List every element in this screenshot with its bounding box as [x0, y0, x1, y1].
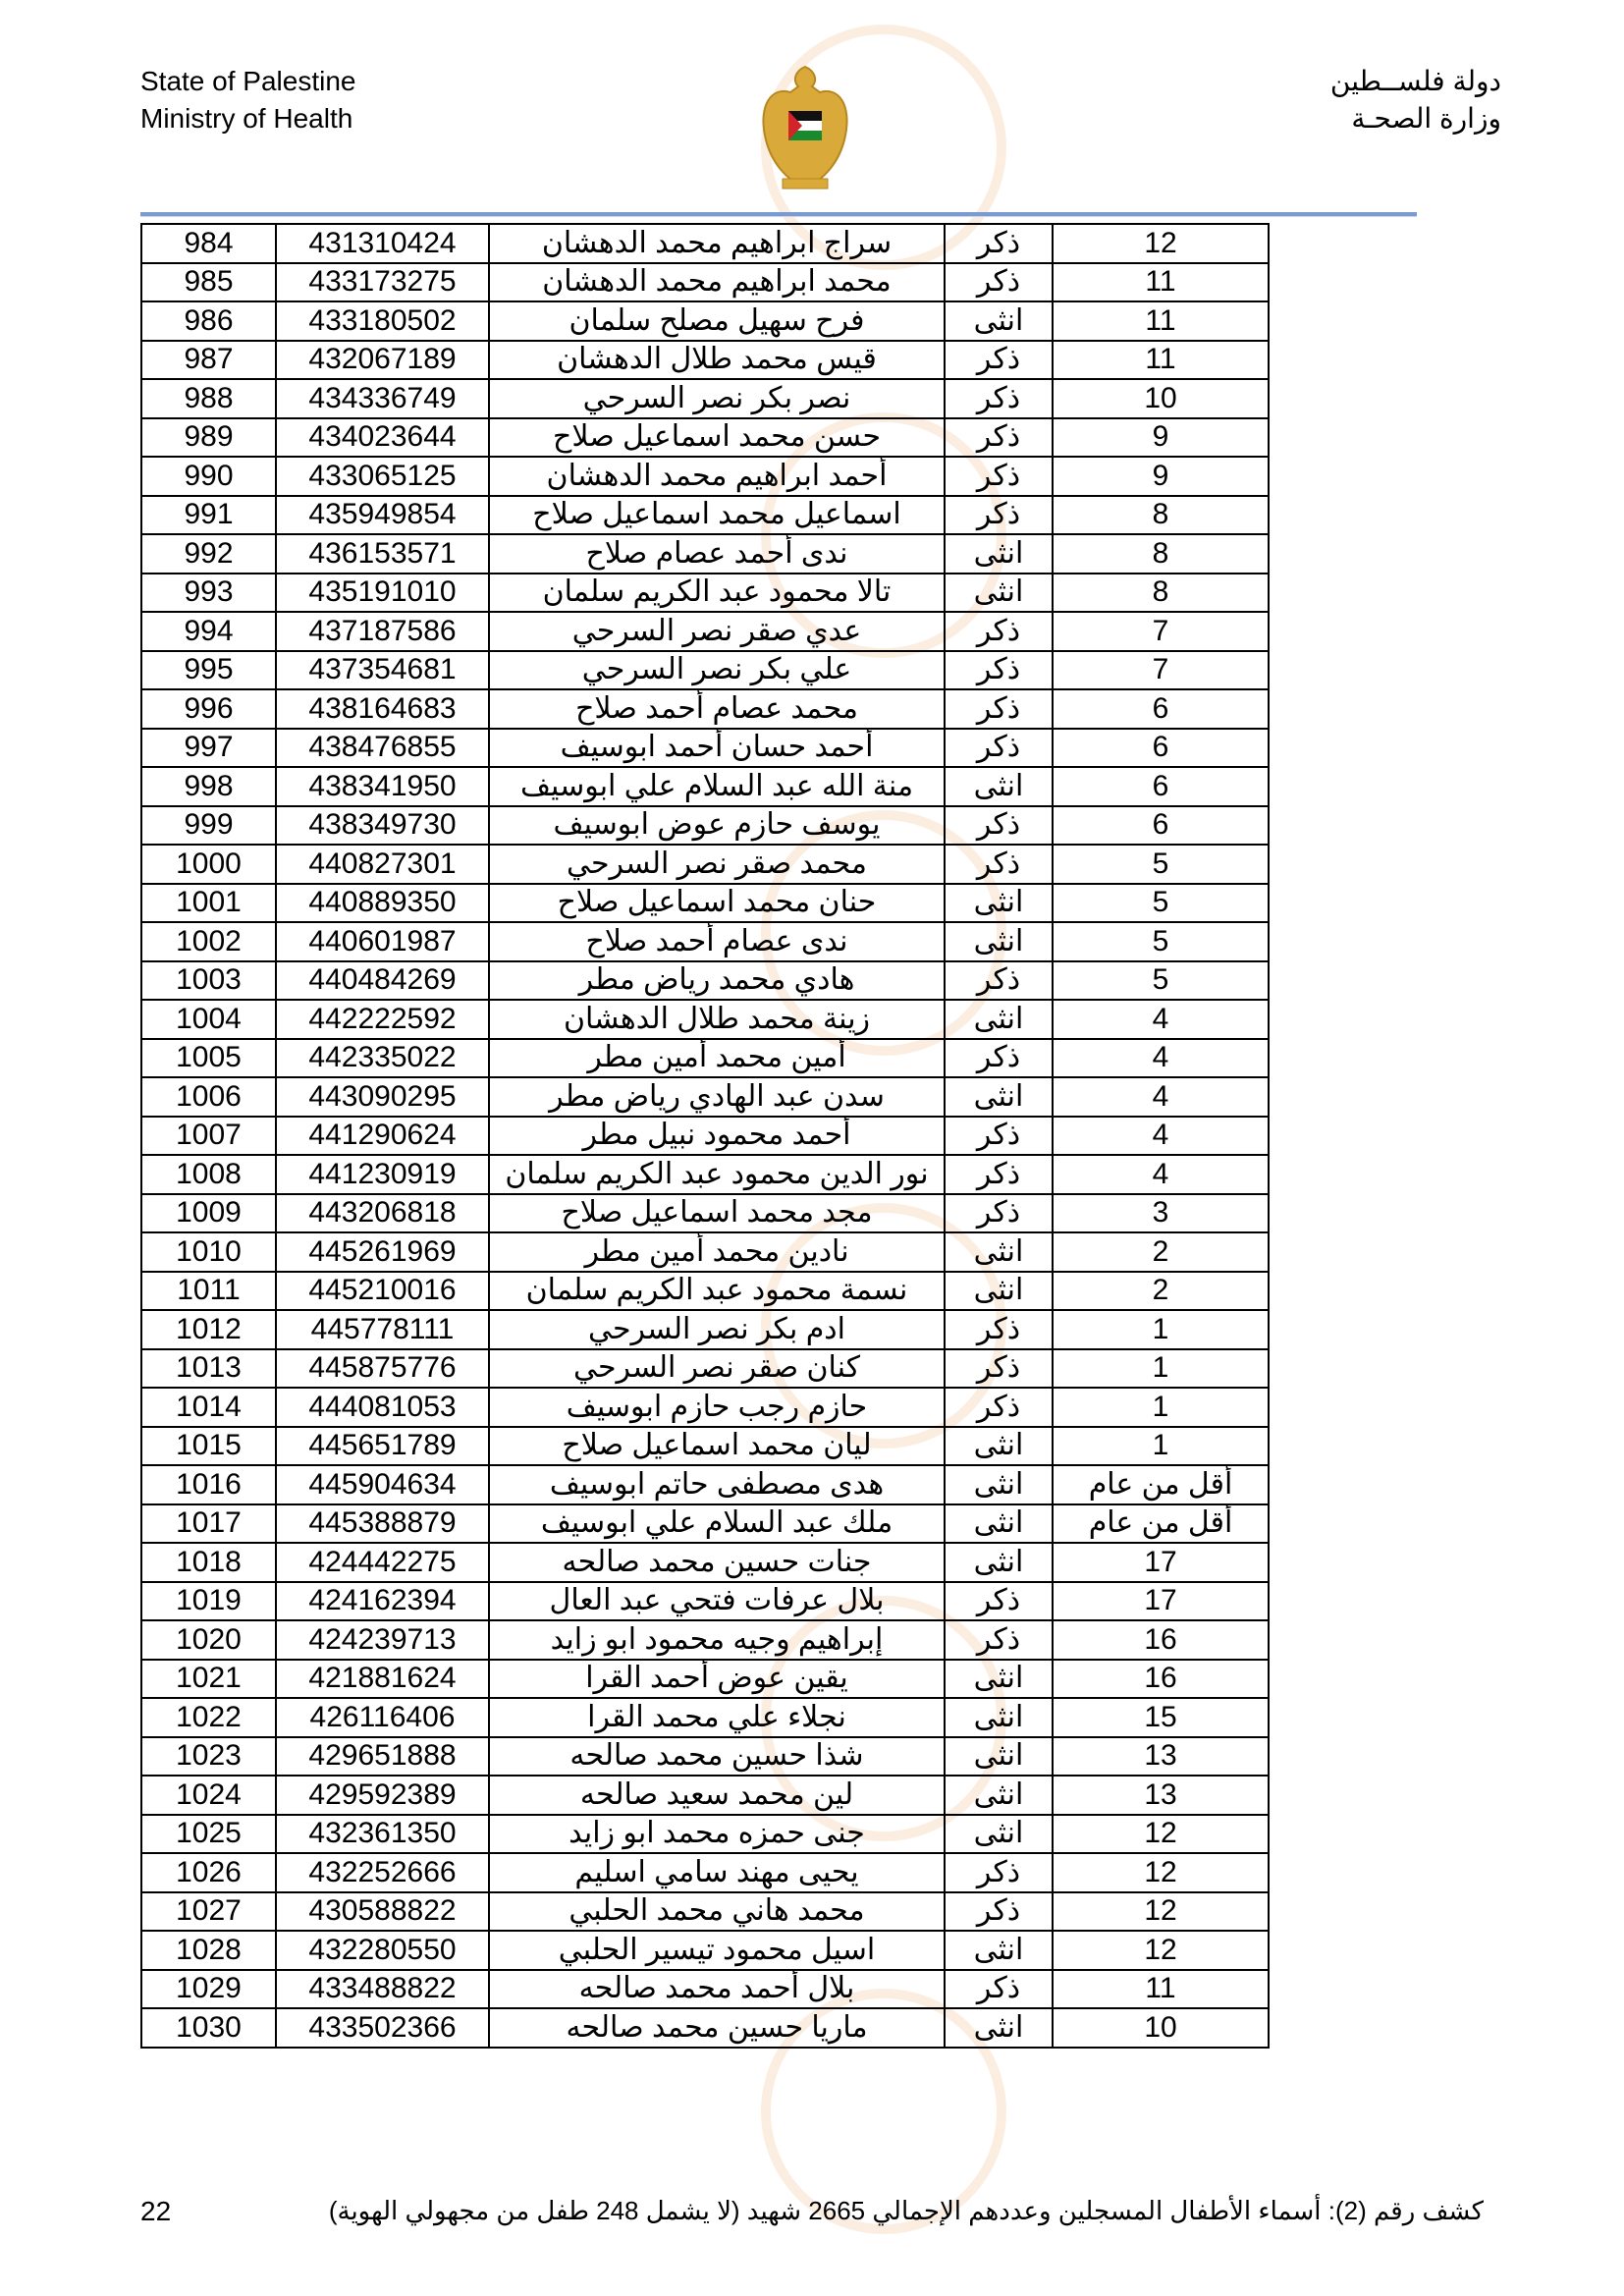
name-cell: نصر بكر نصر السرحي	[489, 379, 945, 418]
name-cell: تالا محمود عبد الكريم سلمان	[489, 574, 945, 613]
age-cell: 6	[1053, 729, 1269, 768]
id-cell: 445261969	[276, 1232, 489, 1272]
serial-cell: 1027	[141, 1892, 276, 1932]
serial-cell: 998	[141, 767, 276, 806]
table-row	[141, 1349, 1269, 1389]
serial-cell: 992	[141, 534, 276, 574]
gender-cell: ذكر	[945, 1039, 1053, 1078]
age-cell: 10	[1053, 2008, 1269, 2048]
id-cell: 438349730	[276, 806, 489, 846]
serial-cell: 984	[141, 224, 276, 263]
serial-cell: 1012	[141, 1310, 276, 1349]
age-cell: 15	[1053, 1698, 1269, 1737]
gender-cell: انثى	[945, 1776, 1053, 1815]
name-cell: محمد هاني محمد الحلبي	[489, 1892, 945, 1932]
table-row	[141, 1853, 1269, 1892]
serial-cell: 1007	[141, 1117, 276, 1156]
serial-cell: 1020	[141, 1620, 276, 1660]
table-row	[141, 1892, 1269, 1932]
name-cell: نادين محمد أمين مطر	[489, 1232, 945, 1272]
id-cell: 445651789	[276, 1427, 489, 1466]
name-cell: حازم رجب حازم ابوسيف	[489, 1388, 945, 1427]
serial-cell: 997	[141, 729, 276, 768]
id-cell: 437187586	[276, 612, 489, 651]
age-cell: 8	[1053, 496, 1269, 535]
name-cell: لين محمد سعيد صالحه	[489, 1776, 945, 1815]
gender-cell: ذكر	[945, 806, 1053, 846]
name-cell: بلال عرفات فتحي عبد العال	[489, 1582, 945, 1621]
gender-cell: انثى	[945, 1000, 1053, 1039]
id-cell: 421881624	[276, 1660, 489, 1699]
id-cell: 430588822	[276, 1892, 489, 1932]
name-cell: اسماعيل محمد اسماعيل صلاح	[489, 496, 945, 535]
age-cell: 4	[1053, 1077, 1269, 1117]
age-cell: 12	[1053, 224, 1269, 263]
serial-cell: 1022	[141, 1698, 276, 1737]
serial-cell: 993	[141, 574, 276, 613]
name-cell: نجلاء علي محمد القرا	[489, 1698, 945, 1737]
serial-cell: 990	[141, 457, 276, 496]
name-cell: سدن عبد الهادي رياض مطر	[489, 1077, 945, 1117]
id-cell: 433065125	[276, 457, 489, 496]
table-row	[141, 845, 1269, 884]
gender-cell: ذكر	[945, 418, 1053, 458]
age-cell: 12	[1053, 1853, 1269, 1892]
name-cell: ندى عصام أحمد صلاح	[489, 922, 945, 961]
name-cell: حنان محمد اسماعيل صلاح	[489, 884, 945, 923]
serial-cell: 999	[141, 806, 276, 846]
gender-cell: انثى	[945, 1815, 1053, 1854]
name-cell: مجد محمد اسماعيل صلاح	[489, 1194, 945, 1233]
table-row	[141, 884, 1269, 923]
name-cell: هادي محمد رياض مطر	[489, 961, 945, 1001]
id-cell: 440601987	[276, 922, 489, 961]
id-cell: 434023644	[276, 418, 489, 458]
table-row	[141, 496, 1269, 535]
name-cell: محمد عصام أحمد صلاح	[489, 689, 945, 729]
table-row	[141, 1737, 1269, 1777]
age-cell: 12	[1053, 1931, 1269, 1970]
age-cell: 6	[1053, 767, 1269, 806]
serial-cell: 1019	[141, 1582, 276, 1621]
serial-cell: 1015	[141, 1427, 276, 1466]
gender-cell: انثى	[945, 1077, 1053, 1117]
name-cell: جنى حمزه محمد ابو زايد	[489, 1815, 945, 1854]
age-cell: 13	[1053, 1737, 1269, 1777]
age-cell: 6	[1053, 689, 1269, 729]
ministry-name-ar: وزارة الصحـة	[1351, 103, 1501, 134]
serial-cell: 1004	[141, 1000, 276, 1039]
serial-cell: 1021	[141, 1660, 276, 1699]
age-cell: 11	[1053, 263, 1269, 302]
gender-cell: انثى	[945, 1272, 1053, 1311]
id-cell: 433488822	[276, 1970, 489, 2009]
state-name-ar: دولة فلســطين	[1329, 66, 1501, 96]
serial-cell: 1013	[141, 1349, 276, 1389]
table-row	[141, 341, 1269, 380]
age-cell: 8	[1053, 534, 1269, 574]
age-cell: 17	[1053, 1543, 1269, 1582]
serial-cell: 1011	[141, 1272, 276, 1311]
name-cell: زينة محمد طلال الدهشان	[489, 1000, 945, 1039]
table-row	[141, 263, 1269, 302]
gender-cell: ذكر	[945, 1349, 1053, 1389]
name-cell: عدي صقر نصر السرحي	[489, 612, 945, 651]
age-cell: 17	[1053, 1582, 1269, 1621]
id-cell: 432280550	[276, 1931, 489, 1970]
table-row	[141, 1660, 1269, 1699]
table-row	[141, 651, 1269, 690]
ministry-name-en: Ministry of Health	[140, 103, 353, 134]
table-row	[141, 1155, 1269, 1194]
name-cell: ماريا حسين محمد صالحه	[489, 2008, 945, 2048]
gender-cell: انثى	[945, 884, 1053, 923]
age-cell: 12	[1053, 1892, 1269, 1932]
table-row	[141, 1039, 1269, 1078]
age-cell: 9	[1053, 418, 1269, 458]
name-cell: يوسف حازم عوض ابوسيف	[489, 806, 945, 846]
gender-cell: ذكر	[945, 1620, 1053, 1660]
name-cell: هدى مصطفى حاتم ابوسيف	[489, 1465, 945, 1504]
gender-cell: ذكر	[945, 961, 1053, 1001]
table-row	[141, 1504, 1269, 1544]
table-row	[141, 301, 1269, 341]
id-cell: 444081053	[276, 1388, 489, 1427]
age-cell: 1	[1053, 1388, 1269, 1427]
header-left	[140, 63, 355, 137]
age-cell: 2	[1053, 1272, 1269, 1311]
gender-cell: ذكر	[945, 496, 1053, 535]
age-cell: 5	[1053, 884, 1269, 923]
gender-cell: ذكر	[945, 1310, 1053, 1349]
age-cell: 4	[1053, 1000, 1269, 1039]
name-cell: نور الدين محمود عبد الكريم سلمان	[489, 1155, 945, 1194]
id-cell: 442222592	[276, 1000, 489, 1039]
age-cell: 4	[1053, 1117, 1269, 1156]
serial-cell: 1023	[141, 1737, 276, 1777]
age-cell: 11	[1053, 341, 1269, 380]
id-cell: 435191010	[276, 574, 489, 613]
gender-cell: ذكر	[945, 1970, 1053, 2009]
gender-cell: انثى	[945, 1737, 1053, 1777]
table-row	[141, 2008, 1269, 2048]
serial-cell: 1024	[141, 1776, 276, 1815]
table-row	[141, 1815, 1269, 1854]
id-cell: 435949854	[276, 496, 489, 535]
age-cell: 13	[1053, 1776, 1269, 1815]
gender-cell: ذكر	[945, 689, 1053, 729]
name-cell: ليان محمد اسماعيل صلاح	[489, 1427, 945, 1466]
age-cell: 3	[1053, 1194, 1269, 1233]
gender-cell: انثى	[945, 1232, 1053, 1272]
gender-cell: انثى	[945, 534, 1053, 574]
id-cell: 441230919	[276, 1155, 489, 1194]
gender-cell: ذكر	[945, 1582, 1053, 1621]
id-cell: 440484269	[276, 961, 489, 1001]
serial-cell: 996	[141, 689, 276, 729]
serial-cell: 988	[141, 379, 276, 418]
gender-cell: ذكر	[945, 1892, 1053, 1932]
gender-cell: انثى	[945, 1543, 1053, 1582]
table-row	[141, 1077, 1269, 1117]
age-cell: 9	[1053, 457, 1269, 496]
name-cell: قيس محمد طلال الدهشان	[489, 341, 945, 380]
gender-cell: ذكر	[945, 457, 1053, 496]
id-cell: 443206818	[276, 1194, 489, 1233]
name-cell: محمد صقر نصر السرحي	[489, 845, 945, 884]
id-cell: 429651888	[276, 1737, 489, 1777]
serial-cell: 1028	[141, 1931, 276, 1970]
state-name-en: State of Palestine	[140, 66, 356, 96]
id-cell: 442335022	[276, 1039, 489, 1078]
name-cell: بلال أحمد محمد صالحه	[489, 1970, 945, 2009]
table-row	[141, 1970, 1269, 2009]
gender-cell: ذكر	[945, 1388, 1053, 1427]
serial-cell: 1017	[141, 1504, 276, 1544]
table-row	[141, 457, 1269, 496]
id-cell: 445778111	[276, 1310, 489, 1349]
serial-cell: 1009	[141, 1194, 276, 1233]
gender-cell: انثى	[945, 1660, 1053, 1699]
gender-cell: ذكر	[945, 845, 1053, 884]
serial-cell: 1014	[141, 1388, 276, 1427]
table-row	[141, 379, 1269, 418]
name-cell: كنان صقر نصر السرحي	[489, 1349, 945, 1389]
serial-cell: 986	[141, 301, 276, 341]
table-row	[141, 534, 1269, 574]
serial-cell: 1003	[141, 961, 276, 1001]
gender-cell: انثى	[945, 574, 1053, 613]
gender-cell: ذكر	[945, 379, 1053, 418]
serial-cell: 1016	[141, 1465, 276, 1504]
id-cell: 441290624	[276, 1117, 489, 1156]
table-row	[141, 1620, 1269, 1660]
table-row	[141, 612, 1269, 651]
age-cell: أقل من عام	[1053, 1465, 1269, 1504]
name-cell: ادم بكر نصر السرحي	[489, 1310, 945, 1349]
gender-cell: ذكر	[945, 341, 1053, 380]
footer-caption: كشف رقم (2): أسماء الأطفال المسجلين وعددهم الإجمالي 2665 شهيد (لا يشمل 248 طفل من مجهولي الهوية)	[328, 2196, 1484, 2225]
table-row	[141, 574, 1269, 613]
table-row	[141, 806, 1269, 846]
name-cell: حسن محمد اسماعيل صلاح	[489, 418, 945, 458]
serial-cell: 989	[141, 418, 276, 458]
table-row	[141, 1232, 1269, 1272]
id-cell: 438164683	[276, 689, 489, 729]
name-cell: فرح سهيل مصلح سلمان	[489, 301, 945, 341]
gender-cell: انثى	[945, 1931, 1053, 1970]
id-cell: 440889350	[276, 884, 489, 923]
gender-cell: ذكر	[945, 1194, 1053, 1233]
id-cell: 429592389	[276, 1776, 489, 1815]
serial-cell: 1010	[141, 1232, 276, 1272]
table-row	[141, 1310, 1269, 1349]
id-cell: 432067189	[276, 341, 489, 380]
table-row	[141, 922, 1269, 961]
name-cell: شذا حسين محمد صالحه	[489, 1737, 945, 1777]
name-cell: إبراهيم وجيه محمود ابو زايد	[489, 1620, 945, 1660]
id-cell: 445210016	[276, 1272, 489, 1311]
name-cell: منة الله عبد السلام علي ابوسيف	[489, 767, 945, 806]
name-cell: يقين عوض أحمد القرا	[489, 1660, 945, 1699]
age-cell: 16	[1053, 1660, 1269, 1699]
gender-cell: انثى	[945, 1465, 1053, 1504]
name-cell: جنات حسين محمد صالحه	[489, 1543, 945, 1582]
serial-cell: 995	[141, 651, 276, 690]
age-cell: 4	[1053, 1039, 1269, 1078]
serial-cell: 1029	[141, 1970, 276, 2009]
table-row	[141, 729, 1269, 768]
id-cell: 438341950	[276, 767, 489, 806]
age-cell: 11	[1053, 301, 1269, 341]
name-cell: أمين محمد أمين مطر	[489, 1039, 945, 1078]
name-cell: ملك عبد السلام علي ابوسيف	[489, 1504, 945, 1544]
id-cell: 426116406	[276, 1698, 489, 1737]
gender-cell: انثى	[945, 301, 1053, 341]
id-cell: 424442275	[276, 1543, 489, 1582]
gender-cell: ذكر	[945, 1117, 1053, 1156]
table-row	[141, 1698, 1269, 1737]
serial-cell: 1026	[141, 1853, 276, 1892]
table-row	[141, 1272, 1269, 1311]
gender-cell: ذكر	[945, 729, 1053, 768]
age-cell: 7	[1053, 651, 1269, 690]
id-cell: 436153571	[276, 534, 489, 574]
table-row	[141, 1543, 1269, 1582]
palestine-emblem-icon	[751, 57, 859, 204]
age-cell: 5	[1053, 961, 1269, 1001]
id-cell: 445388879	[276, 1504, 489, 1544]
name-cell: علي بكر نصر السرحي	[489, 651, 945, 690]
age-cell: أقل من عام	[1053, 1504, 1269, 1544]
age-cell: 12	[1053, 1815, 1269, 1854]
id-cell: 433173275	[276, 263, 489, 302]
id-cell: 434336749	[276, 379, 489, 418]
serial-cell: 1000	[141, 845, 276, 884]
serial-cell: 1005	[141, 1039, 276, 1078]
id-cell: 432252666	[276, 1853, 489, 1892]
id-cell: 433502366	[276, 2008, 489, 2048]
age-cell: 11	[1053, 1970, 1269, 2009]
serial-cell: 1025	[141, 1815, 276, 1854]
id-cell: 438476855	[276, 729, 489, 768]
serial-cell: 1018	[141, 1543, 276, 1582]
name-cell: أحمد محمود نبيل مطر	[489, 1117, 945, 1156]
age-cell: 6	[1053, 806, 1269, 846]
age-cell: 4	[1053, 1155, 1269, 1194]
age-cell: 10	[1053, 379, 1269, 418]
table-row	[141, 418, 1269, 458]
serial-cell: 1006	[141, 1077, 276, 1117]
table-row	[141, 689, 1269, 729]
name-cell: أحمد ابراهيم محمد الدهشان	[489, 457, 945, 496]
table-row	[141, 224, 1269, 263]
name-cell: محمد ابراهيم محمد الدهشان	[489, 263, 945, 302]
age-cell: 8	[1053, 574, 1269, 613]
table-row	[141, 767, 1269, 806]
id-cell: 437354681	[276, 651, 489, 690]
table-row	[141, 1931, 1269, 1970]
id-cell: 445904634	[276, 1465, 489, 1504]
table-row	[141, 1000, 1269, 1039]
serial-cell: 1002	[141, 922, 276, 961]
gender-cell: ذكر	[945, 224, 1053, 263]
serial-cell: 1001	[141, 884, 276, 923]
serial-cell: 1008	[141, 1155, 276, 1194]
id-cell: 431310424	[276, 224, 489, 263]
gender-cell: ذكر	[945, 612, 1053, 651]
gender-cell: ذكر	[945, 651, 1053, 690]
page-number: 22	[140, 2196, 172, 2226]
header-rule-shadow	[140, 216, 1417, 217]
serial-cell: 987	[141, 341, 276, 380]
name-cell: يحيى مهند سامي اسليم	[489, 1853, 945, 1892]
table-row	[141, 1388, 1269, 1427]
name-cell: ندى أحمد عصام صلاح	[489, 534, 945, 574]
name-cell: أحمد حسان أحمد ابوسيف	[489, 729, 945, 768]
name-cell: سراج ابراهيم محمد الدهشان	[489, 224, 945, 263]
age-cell: 2	[1053, 1232, 1269, 1272]
serial-cell: 985	[141, 263, 276, 302]
gender-cell: ذكر	[945, 263, 1053, 302]
serial-cell: 991	[141, 496, 276, 535]
gender-cell: ذكر	[945, 1853, 1053, 1892]
id-cell: 445875776	[276, 1349, 489, 1389]
age-cell: 1	[1053, 1349, 1269, 1389]
gender-cell: انثى	[945, 922, 1053, 961]
id-cell: 433180502	[276, 301, 489, 341]
age-cell: 5	[1053, 922, 1269, 961]
name-cell: اسيل محمود تيسير الحلبي	[489, 1931, 945, 1970]
table-row	[141, 1427, 1269, 1466]
table-row	[141, 1194, 1269, 1233]
table-row	[141, 1465, 1269, 1504]
gender-cell: انثى	[945, 2008, 1053, 2048]
gender-cell: انثى	[945, 1504, 1053, 1544]
id-cell: 443090295	[276, 1077, 489, 1117]
age-cell: 7	[1053, 612, 1269, 651]
children-table	[140, 223, 1270, 2049]
age-cell: 16	[1053, 1620, 1269, 1660]
gender-cell: انثى	[945, 767, 1053, 806]
table-row	[141, 1776, 1269, 1815]
table-row	[141, 961, 1269, 1001]
serial-cell: 994	[141, 612, 276, 651]
gender-cell: انثى	[945, 1698, 1053, 1737]
header-right	[1330, 63, 1501, 137]
id-cell: 424239713	[276, 1620, 489, 1660]
id-cell: 432361350	[276, 1815, 489, 1854]
age-cell: 1	[1053, 1310, 1269, 1349]
gender-cell: انثى	[945, 1427, 1053, 1466]
age-cell: 5	[1053, 845, 1269, 884]
serial-cell: 1030	[141, 2008, 276, 2048]
name-cell: نسمة محمود عبد الكريم سلمان	[489, 1272, 945, 1311]
age-cell: 1	[1053, 1427, 1269, 1466]
table-row	[141, 1582, 1269, 1621]
gender-cell: ذكر	[945, 1155, 1053, 1194]
id-cell: 424162394	[276, 1582, 489, 1621]
table-row	[141, 1117, 1269, 1156]
id-cell: 440827301	[276, 845, 489, 884]
